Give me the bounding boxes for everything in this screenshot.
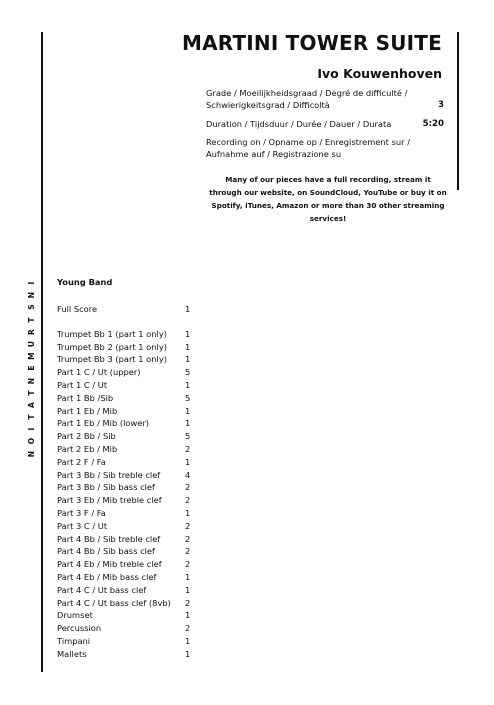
- part-quantity: 1: [185, 341, 191, 352]
- table-row: [57, 494, 197, 507]
- section-title: Young Band: [57, 277, 113, 287]
- duration-label: Duration / Tijdsduur / Durée / Dauer / Durata: [206, 119, 392, 129]
- table-row: [57, 417, 197, 430]
- part-name: Part 4 C / Ut bass clef: [57, 584, 147, 595]
- part-name: Trumpet Bb 3 (part 1 only): [57, 354, 167, 365]
- left-rule: [41, 32, 43, 672]
- part-name: Part 4 Eb / Mib bass clef: [57, 571, 157, 582]
- side-label-letter: E: [26, 365, 36, 371]
- part-quantity: 5: [185, 431, 191, 442]
- side-label-letter: I: [26, 281, 36, 285]
- part-name: Drumset: [57, 610, 93, 621]
- part-name: Part 4 C / Ut bass clef (8vb): [57, 597, 171, 608]
- table-row: [57, 353, 197, 366]
- part-name: Part 4 Eb / Mib treble clef: [57, 559, 162, 570]
- part-name: Part 3 Bb / Sib treble clef: [57, 469, 161, 480]
- table-row: [57, 545, 197, 558]
- right-rule: [457, 32, 459, 190]
- part-quantity: 2: [185, 559, 191, 570]
- side-label-letter: M: [26, 352, 36, 360]
- side-label-letter: N: [26, 292, 36, 299]
- part-name: Part 4 Bb / Sib treble clef: [57, 533, 161, 544]
- table-row: [57, 609, 197, 622]
- part-quantity: 1: [185, 456, 191, 467]
- grade-value: 3: [438, 100, 444, 110]
- part-name: Mallets: [57, 648, 87, 659]
- part-quantity: 2: [185, 533, 191, 544]
- table-row: [57, 430, 197, 443]
- part-quantity: 2: [185, 520, 191, 531]
- side-label-letter: O: [26, 438, 36, 445]
- full-score-row: [57, 303, 197, 316]
- part-name: Part 2 F / Fa: [57, 456, 106, 467]
- part-quantity: 1: [185, 354, 191, 365]
- part-name: Trumpet Bb 1 (part 1 only): [57, 328, 167, 339]
- table-row: [57, 366, 197, 379]
- part-quantity: 2: [185, 597, 191, 608]
- page-title: MARTINI TOWER SUITE: [181, 31, 442, 55]
- duration-info: [206, 118, 444, 130]
- instrumentation-list: [57, 303, 197, 661]
- table-row: [57, 443, 197, 456]
- grade-label: Grade / Moeilijkheidsgraad / Degré de difficulté / Schwierigkeitsgrad / Difficoltà: [206, 88, 408, 110]
- part-quantity: 1: [185, 379, 191, 390]
- part-name: Part 2 Eb / Mib: [57, 443, 118, 454]
- side-label-letter: N: [26, 377, 36, 384]
- part-name: Part 1 Eb / Mib: [57, 405, 118, 416]
- part-quantity: 2: [185, 546, 191, 557]
- part-name: Part 1 Bb /Sib: [57, 392, 114, 403]
- table-row: [57, 622, 197, 635]
- streaming-promo: Many of our pieces have a full recording, stream it through our website, on SoundCloud, YouTube or buy it on Spotify, iTunes, Amazon or more than 30 other streaming services!: [209, 175, 447, 223]
- part-quantity: 1: [185, 584, 191, 595]
- part-quantity: 4: [185, 469, 191, 480]
- table-row: [57, 456, 197, 469]
- part-name: Percussion: [57, 623, 102, 634]
- duration-value: 5:20: [422, 119, 444, 129]
- table-row: [57, 648, 197, 661]
- recording-label: Recording on / Opname op / Enregistrement sur / Aufnahme auf / Registrazione su: [206, 137, 410, 159]
- table-row: [57, 597, 197, 610]
- grade-info: [206, 87, 444, 111]
- part-quantity: 5: [185, 367, 191, 378]
- table-row: [57, 469, 197, 482]
- part-name: Full Score: [57, 304, 98, 314]
- side-label-letter: I: [26, 427, 36, 431]
- part-quantity: 1: [185, 507, 191, 518]
- side-label-letter: A: [26, 402, 36, 408]
- side-label-letter: T: [26, 414, 36, 420]
- part-quantity: 1: [185, 610, 191, 621]
- table-row: [57, 635, 197, 648]
- table-row: [57, 571, 197, 584]
- part-quantity: 1: [185, 328, 191, 339]
- table-row: [57, 481, 197, 494]
- part-quantity: 2: [185, 495, 191, 506]
- part-name: Part 1 C / Ut (upper): [57, 367, 141, 378]
- side-label-letter: U: [26, 340, 36, 348]
- part-name: Part 4 Bb / Sib bass clef: [57, 546, 155, 557]
- table-row: [57, 584, 197, 597]
- table-row: [57, 379, 197, 392]
- side-label-letter: T: [26, 390, 36, 396]
- part-name: Trumpet Bb 2 (part 1 only): [57, 341, 167, 352]
- part-name: Part 3 Bb / Sib bass clef: [57, 482, 155, 493]
- side-label-letter: R: [26, 328, 36, 335]
- part-name: Part 3 F / Fa: [57, 507, 106, 518]
- part-quantity: 1: [185, 304, 191, 314]
- table-row: [57, 341, 197, 354]
- part-quantity: 1: [185, 418, 191, 429]
- recording-info: [206, 136, 444, 160]
- table-row: [57, 328, 197, 341]
- part-name: Part 2 Bb / Sib: [57, 431, 116, 442]
- instrumentation-side-label: [27, 277, 37, 460]
- part-quantity: 1: [185, 405, 191, 416]
- table-row: [57, 405, 197, 418]
- part-quantity: 1: [185, 571, 191, 582]
- composer-name: Ivo Kouwenhoven: [317, 66, 442, 81]
- part-name: Part 3 C / Ut: [57, 520, 108, 531]
- part-quantity: 1: [185, 635, 191, 646]
- table-row: [57, 558, 197, 571]
- side-label-letter: N: [26, 450, 36, 457]
- table-row: [57, 507, 197, 520]
- table-row: [57, 520, 197, 533]
- part-name: Timpani: [57, 635, 91, 646]
- part-quantity: 2: [185, 482, 191, 493]
- table-row: [57, 392, 197, 405]
- part-quantity: 2: [185, 623, 191, 634]
- side-label-letter: S: [26, 304, 36, 311]
- part-quantity: 1: [185, 648, 191, 659]
- table-row: [57, 533, 197, 546]
- part-name: Part 1 C / Ut: [57, 379, 108, 390]
- part-quantity: 5: [185, 392, 191, 403]
- part-name: Part 1 Eb / Mib (lower): [57, 418, 150, 429]
- part-name: Part 3 Eb / Mib treble clef: [57, 495, 162, 506]
- part-quantity: 2: [185, 443, 191, 454]
- side-label-letter: T: [26, 317, 36, 323]
